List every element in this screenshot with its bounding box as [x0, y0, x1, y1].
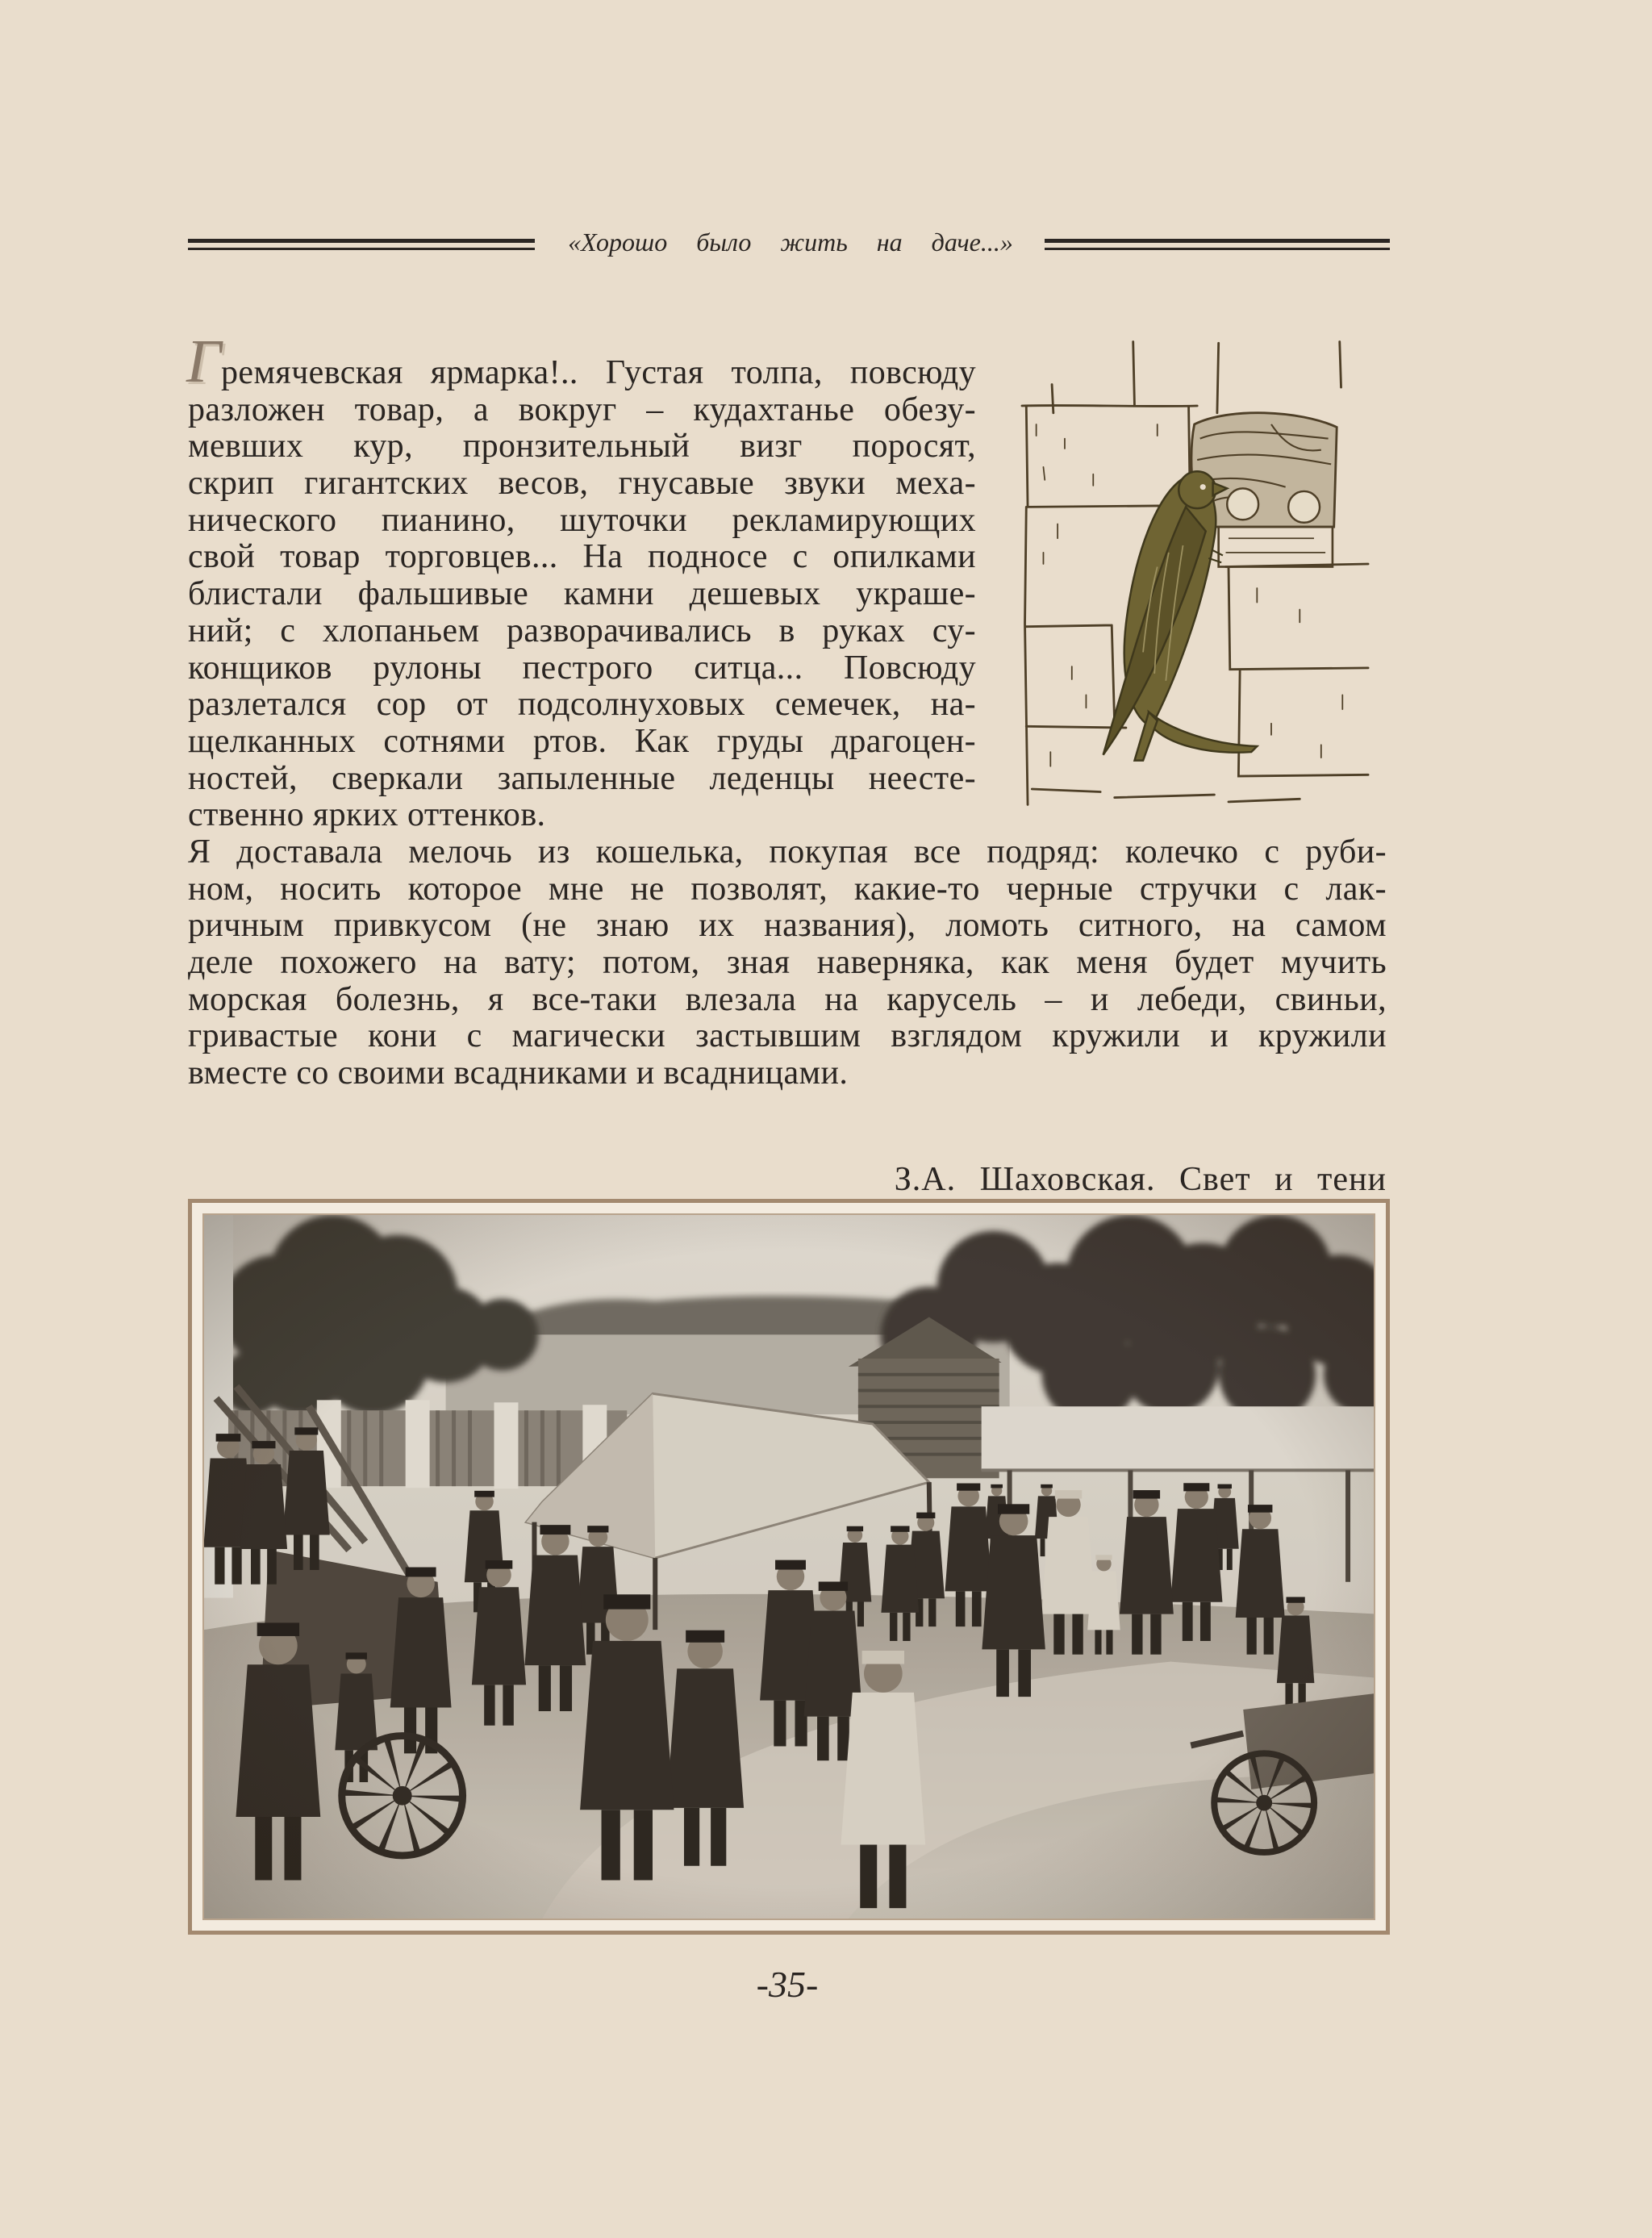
- ledge: [1219, 527, 1333, 566]
- nest-egg: [1288, 491, 1320, 523]
- header-rule-left: [188, 239, 535, 250]
- header-rule-right: [1045, 239, 1390, 250]
- nest-egg: [1227, 488, 1258, 520]
- paragraph-1: [188, 355, 976, 834]
- text-line: свой товар торговцев... На подносе с опилками: [188, 538, 976, 576]
- photo-frame: [188, 1199, 1390, 1935]
- running-title: «Хорошо было жить на даче...»: [568, 228, 1013, 257]
- text-line: ремячевская ярмарка!.. Густая толпа, повсюду: [221, 354, 976, 391]
- text-line: ний; с хлопаньем разворачивались в руках су-: [188, 612, 976, 649]
- text-line: вместе со своими всадниками и всадницами.: [188, 1054, 849, 1092]
- text-line: ностей, сверкали запыленные леденцы неесте-: [188, 759, 976, 797]
- text-line: Я доставала мелочь из кошелька, покупая все подряд: колечко с руби-: [188, 833, 1387, 871]
- photo-vignette: [204, 1215, 1374, 1919]
- text-line: конщиков рулоны пестрого ситца... Повсюду: [188, 649, 976, 687]
- text-line: разлетался сор от подсолнуховых семечек, на-: [188, 686, 976, 724]
- drop-cap: Г: [186, 328, 222, 395]
- text-line: разложен товар, а вокруг – кудахтанье обезу-: [188, 390, 976, 428]
- text-line: щелканных сотнями ртов. Как груды драгоцен-: [188, 722, 976, 760]
- paragraph-2: [188, 834, 1387, 1092]
- text-line: деле похожего на вату; потом, зная наверняка, как меня будет мучить: [188, 944, 1387, 982]
- text-line: блистали фальшивые камни дешевых украше-: [188, 575, 976, 613]
- text-line: морская болезнь, я все-таки влезала на карусель – и лебеди, свиньи,: [188, 980, 1387, 1018]
- text-line: нического пианино, шуточки рекламирующих: [188, 501, 976, 539]
- text-line: скрип гигантских весов, гнусавые звуки меха-: [188, 465, 976, 503]
- photo-mat: [202, 1213, 1375, 1920]
- text-line: ственно ярких оттенков.: [188, 796, 546, 834]
- attribution: З.А. Шаховская. Свет и тени: [894, 1161, 1387, 1198]
- text-line: ричным привкусом (не знаю их названия), ломоть ситного, на самом: [188, 907, 1387, 945]
- market-photo: [204, 1215, 1374, 1919]
- text-line: гривастые кони с магически застывшим взглядом кружили и кружили: [188, 1017, 1387, 1055]
- page-number: -35-: [756, 1964, 819, 2005]
- text-line: мевших кур, пронзительный визг поросят,: [188, 428, 976, 466]
- text-line: ном, носить которое мне не позволят, какие-то черные стручки с лак-: [188, 870, 1387, 908]
- swallow-nest-illustration: [1015, 339, 1370, 813]
